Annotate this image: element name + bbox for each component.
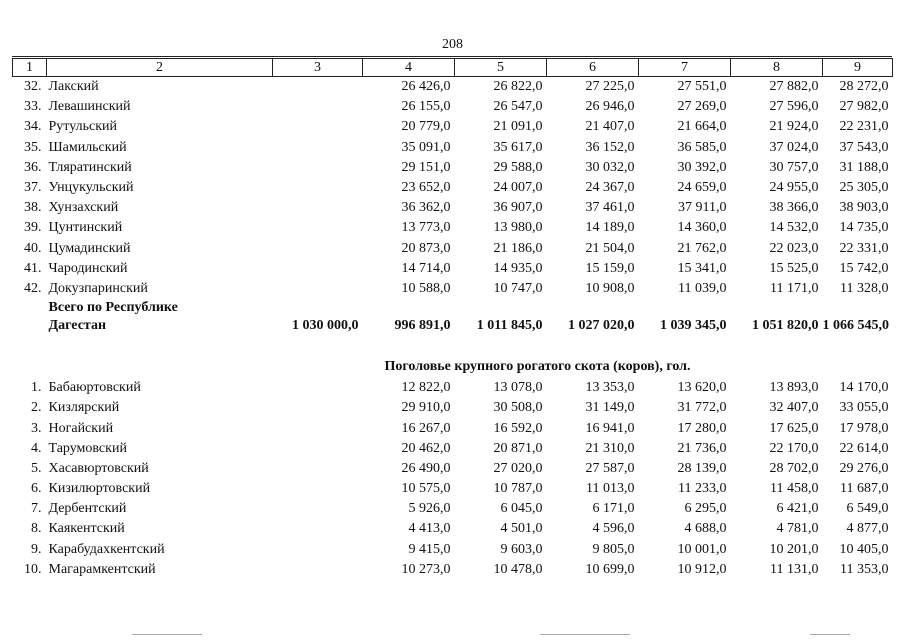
district-name: Лакский bbox=[48, 79, 99, 95]
district-name: Магарамкентский bbox=[48, 561, 156, 577]
value-cell: 32 407,0 bbox=[769, 400, 819, 416]
column-header: 3 bbox=[273, 59, 363, 77]
table-row bbox=[13, 239, 893, 259]
scan-edge-mark bbox=[132, 634, 202, 635]
value-cell bbox=[273, 77, 363, 98]
value-cell: 14 360,0 bbox=[677, 220, 727, 236]
spacer-cell bbox=[13, 299, 47, 316]
total-value: 996 891,0 bbox=[394, 318, 451, 334]
value-cell: 6 171,0 bbox=[592, 501, 635, 517]
value-cell: 11 013,0 bbox=[586, 481, 635, 497]
district-name: Унцукульский bbox=[48, 180, 134, 196]
value-cell: 23 652,0 bbox=[401, 180, 451, 196]
district-name: Кизлярский bbox=[48, 400, 120, 416]
value-cell: 38 366,0 bbox=[769, 200, 819, 216]
value-cell bbox=[273, 117, 363, 137]
value-cell: 9 603,0 bbox=[500, 541, 543, 557]
row-number: 42. bbox=[24, 280, 42, 296]
value-cell: 22 331,0 bbox=[839, 240, 889, 256]
value-cell: 30 392,0 bbox=[677, 159, 727, 175]
row-number: 10. bbox=[24, 561, 42, 577]
table-row bbox=[13, 378, 893, 398]
value-cell: 25 305,0 bbox=[839, 180, 889, 196]
value-cell: 30 757,0 bbox=[769, 159, 819, 175]
value-cell: 24 955,0 bbox=[769, 180, 819, 196]
value-cell: 26 490,0 bbox=[401, 460, 451, 476]
column-header: 9 bbox=[823, 59, 893, 77]
value-cell: 10 699,0 bbox=[585, 561, 635, 577]
column-header: 2 bbox=[47, 59, 273, 77]
total-value: 1 066 545,0 bbox=[822, 318, 889, 334]
value-cell: 22 023,0 bbox=[769, 240, 819, 256]
scan-edge-mark bbox=[540, 634, 630, 635]
value-cell: 9 415,0 bbox=[408, 541, 451, 557]
row-number: 39. bbox=[24, 220, 42, 236]
row-number: 1. bbox=[31, 380, 42, 396]
district-name: Чародинский bbox=[48, 260, 128, 276]
value-cell bbox=[273, 158, 363, 178]
column-header: 5 bbox=[455, 59, 547, 77]
value-cell bbox=[273, 560, 363, 580]
value-cell: 15 525,0 bbox=[769, 260, 819, 276]
table-row bbox=[13, 499, 893, 519]
total-value: 1 030 000,0 bbox=[292, 318, 359, 334]
value-cell: 22 170,0 bbox=[769, 440, 819, 456]
value-cell: 11 458,0 bbox=[770, 481, 819, 497]
row-number: 8. bbox=[31, 521, 42, 537]
value-cell: 10 787,0 bbox=[493, 481, 543, 497]
district-name: Карабудахкентский bbox=[48, 541, 165, 557]
value-cell: 27 982,0 bbox=[839, 99, 889, 115]
row-number: 3. bbox=[31, 420, 42, 436]
value-cell: 15 159,0 bbox=[585, 260, 635, 276]
value-cell: 27 020,0 bbox=[493, 460, 543, 476]
value-cell: 27 596,0 bbox=[769, 99, 819, 115]
value-cell: 24 659,0 bbox=[677, 180, 727, 196]
value-cell bbox=[273, 398, 363, 418]
value-cell: 30 508,0 bbox=[493, 400, 543, 416]
value-cell: 35 617,0 bbox=[493, 139, 543, 155]
table-row bbox=[13, 540, 893, 560]
table-row bbox=[13, 178, 893, 198]
table-row bbox=[13, 519, 893, 539]
district-name: Хасавюртовский bbox=[48, 460, 149, 476]
value-cell: 20 873,0 bbox=[401, 240, 451, 256]
value-cell: 10 912,0 bbox=[677, 561, 727, 577]
value-cell bbox=[273, 479, 363, 499]
table-row bbox=[13, 560, 893, 580]
table-row bbox=[13, 279, 893, 299]
row-number: 9. bbox=[31, 541, 42, 557]
spacer-cell bbox=[731, 299, 823, 316]
value-cell: 13 353,0 bbox=[585, 380, 635, 396]
value-cell: 26 155,0 bbox=[401, 99, 451, 115]
district-name: Левашинский bbox=[48, 99, 131, 115]
value-cell: 14 714,0 bbox=[401, 260, 451, 276]
value-cell: 13 980,0 bbox=[493, 220, 543, 236]
district-name: Бабаюртовский bbox=[48, 380, 141, 396]
value-cell: 10 908,0 bbox=[585, 280, 635, 296]
spacer-cell bbox=[639, 299, 731, 316]
value-cell bbox=[273, 378, 363, 398]
value-cell bbox=[273, 540, 363, 560]
table-row bbox=[13, 218, 893, 238]
value-cell: 14 935,0 bbox=[493, 260, 543, 276]
value-cell: 4 596,0 bbox=[592, 521, 635, 537]
spacer-cell bbox=[273, 299, 363, 316]
total-value: 1 039 345,0 bbox=[660, 318, 727, 334]
value-cell: 14 170,0 bbox=[839, 380, 889, 396]
total-label-line1: Всего по Республике bbox=[48, 300, 178, 316]
value-cell: 14 735,0 bbox=[839, 220, 889, 236]
value-cell: 21 664,0 bbox=[677, 119, 727, 135]
table-row bbox=[13, 198, 893, 218]
value-cell: 24 007,0 bbox=[493, 180, 543, 196]
district-name: Кизилюртовский bbox=[48, 481, 151, 497]
value-cell: 13 773,0 bbox=[401, 220, 451, 236]
value-cell: 29 588,0 bbox=[493, 159, 543, 175]
district-name: Тарумовский bbox=[48, 440, 127, 456]
value-cell: 13 078,0 bbox=[493, 380, 543, 396]
value-cell: 10 001,0 bbox=[677, 541, 727, 557]
value-cell: 21 504,0 bbox=[585, 240, 635, 256]
value-cell: 29 276,0 bbox=[839, 460, 889, 476]
column-header: 7 bbox=[639, 59, 731, 77]
value-cell: 20 462,0 bbox=[401, 440, 451, 456]
value-cell: 11 328,0 bbox=[840, 280, 889, 296]
district-name: Цумадинский bbox=[48, 240, 131, 256]
value-cell: 27 587,0 bbox=[585, 460, 635, 476]
value-cell: 14 532,0 bbox=[769, 220, 819, 236]
table-row bbox=[13, 97, 893, 117]
value-cell: 26 426,0 bbox=[401, 79, 451, 95]
value-cell: 11 131,0 bbox=[770, 561, 819, 577]
value-cell: 16 267,0 bbox=[401, 420, 451, 436]
total-value: 1 011 845,0 bbox=[476, 318, 543, 334]
district-name: Каякентский bbox=[48, 521, 125, 537]
value-cell: 16 592,0 bbox=[493, 420, 543, 436]
table-row bbox=[13, 259, 893, 279]
total-label-line2: Дагестан bbox=[48, 318, 107, 334]
district-name: Цунтинский bbox=[48, 220, 123, 236]
value-cell: 27 269,0 bbox=[677, 99, 727, 115]
row-number: 36. bbox=[24, 159, 42, 175]
top-rule bbox=[12, 56, 892, 57]
value-cell: 22 614,0 bbox=[839, 440, 889, 456]
value-cell: 38 903,0 bbox=[839, 200, 889, 216]
value-cell: 36 362,0 bbox=[401, 200, 451, 216]
value-cell bbox=[273, 418, 363, 438]
table-row bbox=[13, 158, 893, 178]
value-cell: 4 781,0 bbox=[776, 521, 819, 537]
value-cell: 21 924,0 bbox=[769, 119, 819, 135]
value-cell: 9 805,0 bbox=[592, 541, 635, 557]
value-cell: 13 893,0 bbox=[769, 380, 819, 396]
value-cell bbox=[273, 97, 363, 117]
value-cell: 27 225,0 bbox=[585, 79, 635, 95]
total-value: 1 051 820,0 bbox=[752, 318, 819, 334]
value-cell: 6 045,0 bbox=[500, 501, 543, 517]
value-cell: 27 882,0 bbox=[769, 79, 819, 95]
row-number: 2. bbox=[31, 400, 42, 416]
value-cell: 15 742,0 bbox=[839, 260, 889, 276]
value-cell: 10 273,0 bbox=[401, 561, 451, 577]
row-number: 41. bbox=[24, 260, 42, 276]
value-cell: 28 139,0 bbox=[677, 460, 727, 476]
spacer-cell bbox=[547, 299, 639, 316]
total-row bbox=[13, 316, 893, 336]
district-name: Тляратинский bbox=[48, 159, 132, 175]
table-row bbox=[13, 77, 893, 98]
value-cell: 37 543,0 bbox=[839, 139, 889, 155]
value-cell: 27 551,0 bbox=[677, 79, 727, 95]
value-cell: 11 233,0 bbox=[678, 481, 727, 497]
value-cell: 20 779,0 bbox=[401, 119, 451, 135]
value-cell bbox=[273, 439, 363, 459]
value-cell: 36 585,0 bbox=[677, 139, 727, 155]
row-number: 34. bbox=[24, 119, 42, 135]
value-cell: 11 687,0 bbox=[840, 481, 889, 497]
value-cell bbox=[273, 138, 363, 158]
table-row bbox=[13, 439, 893, 459]
row-number: 37. bbox=[24, 180, 42, 196]
district-name: Рутульский bbox=[48, 119, 117, 135]
value-cell: 21 310,0 bbox=[585, 440, 635, 456]
spacer-cell bbox=[823, 299, 893, 316]
value-cell: 21 762,0 bbox=[677, 240, 727, 256]
value-cell: 21 736,0 bbox=[677, 440, 727, 456]
value-cell: 4 413,0 bbox=[408, 521, 451, 537]
value-cell: 21 407,0 bbox=[585, 119, 635, 135]
row-number: 7. bbox=[31, 501, 42, 517]
row-number: 40. bbox=[24, 240, 42, 256]
column-header: 6 bbox=[547, 59, 639, 77]
row-number: 5. bbox=[31, 460, 42, 476]
value-cell: 28 272,0 bbox=[839, 79, 889, 95]
value-cell: 28 702,0 bbox=[769, 460, 819, 476]
value-cell: 17 280,0 bbox=[677, 420, 727, 436]
value-cell: 37 461,0 bbox=[585, 200, 635, 216]
table-row bbox=[13, 459, 893, 479]
spacer-row bbox=[13, 336, 893, 356]
value-cell: 11 171,0 bbox=[770, 280, 819, 296]
value-cell: 33 055,0 bbox=[839, 400, 889, 416]
value-cell: 31 149,0 bbox=[585, 400, 635, 416]
section-title-row bbox=[13, 356, 893, 378]
district-name: Ногайский bbox=[48, 420, 114, 436]
total-value: 1 027 020,0 bbox=[568, 318, 635, 334]
value-cell bbox=[273, 279, 363, 299]
column-header: 1 bbox=[13, 59, 47, 77]
value-cell: 26 946,0 bbox=[585, 99, 635, 115]
value-cell: 29 910,0 bbox=[401, 400, 451, 416]
value-cell: 14 189,0 bbox=[585, 220, 635, 236]
value-cell: 31 772,0 bbox=[677, 400, 727, 416]
section-title: Поголовье крупного рогатого скота (коров), гол. bbox=[384, 359, 691, 375]
value-cell: 10 588,0 bbox=[401, 280, 451, 296]
value-cell bbox=[273, 459, 363, 479]
value-cell: 30 032,0 bbox=[585, 159, 635, 175]
table-row bbox=[13, 138, 893, 158]
value-cell: 35 091,0 bbox=[401, 139, 451, 155]
value-cell: 4 688,0 bbox=[684, 521, 727, 537]
value-cell: 37 024,0 bbox=[769, 139, 819, 155]
value-cell: 15 341,0 bbox=[677, 260, 727, 276]
value-cell: 17 978,0 bbox=[839, 420, 889, 436]
row-number: 32. bbox=[24, 79, 42, 95]
total-label-row bbox=[13, 299, 893, 316]
value-cell: 6 549,0 bbox=[846, 501, 889, 517]
table-row bbox=[13, 117, 893, 137]
value-cell: 36 907,0 bbox=[493, 200, 543, 216]
value-cell: 29 151,0 bbox=[401, 159, 451, 175]
value-cell bbox=[273, 218, 363, 238]
value-cell: 21 186,0 bbox=[493, 240, 543, 256]
spacer-cell bbox=[13, 336, 893, 356]
value-cell bbox=[273, 198, 363, 218]
row-number: 38. bbox=[24, 200, 42, 216]
value-cell: 21 091,0 bbox=[493, 119, 543, 135]
value-cell: 13 620,0 bbox=[677, 380, 727, 396]
value-cell: 37 911,0 bbox=[678, 200, 727, 216]
table-row bbox=[13, 398, 893, 418]
value-cell: 26 547,0 bbox=[493, 99, 543, 115]
value-cell: 11 039,0 bbox=[678, 280, 727, 296]
value-cell: 5 926,0 bbox=[408, 501, 451, 517]
row-number: 6. bbox=[31, 481, 42, 497]
district-name: Шамильский bbox=[48, 139, 127, 155]
value-cell: 11 353,0 bbox=[840, 561, 889, 577]
value-cell: 16 941,0 bbox=[585, 420, 635, 436]
district-name: Хунзахский bbox=[48, 200, 119, 216]
value-cell: 24 367,0 bbox=[585, 180, 635, 196]
value-cell: 36 152,0 bbox=[585, 139, 635, 155]
row-number: 4. bbox=[31, 440, 42, 456]
spacer-cell bbox=[455, 299, 547, 316]
value-cell: 12 822,0 bbox=[401, 380, 451, 396]
column-header-row bbox=[13, 59, 893, 77]
value-cell: 10 575,0 bbox=[401, 481, 451, 497]
value-cell: 4 501,0 bbox=[500, 521, 543, 537]
district-name: Дербентский bbox=[48, 501, 127, 517]
page-number: 208 bbox=[442, 37, 463, 52]
spacer-cell bbox=[13, 316, 47, 336]
column-header: 8 bbox=[731, 59, 823, 77]
scan-edge-mark bbox=[810, 634, 850, 635]
value-cell: 22 231,0 bbox=[839, 119, 889, 135]
value-cell bbox=[273, 519, 363, 539]
district-name: Докузпаринский bbox=[48, 280, 148, 296]
value-cell: 17 625,0 bbox=[769, 420, 819, 436]
value-cell: 10 201,0 bbox=[769, 541, 819, 557]
statistics-table bbox=[12, 58, 893, 580]
row-number: 33. bbox=[24, 99, 42, 115]
value-cell bbox=[273, 239, 363, 259]
value-cell bbox=[273, 499, 363, 519]
value-cell: 31 188,0 bbox=[839, 159, 889, 175]
table-row bbox=[13, 418, 893, 438]
value-cell: 10 405,0 bbox=[839, 541, 889, 557]
value-cell bbox=[273, 259, 363, 279]
spacer-cell bbox=[363, 299, 455, 316]
value-cell: 10 478,0 bbox=[493, 561, 543, 577]
value-cell: 26 822,0 bbox=[493, 79, 543, 95]
value-cell: 6 421,0 bbox=[776, 501, 819, 517]
column-header: 4 bbox=[363, 59, 455, 77]
value-cell: 6 295,0 bbox=[684, 501, 727, 517]
value-cell: 20 871,0 bbox=[493, 440, 543, 456]
row-number: 35. bbox=[24, 139, 42, 155]
value-cell: 10 747,0 bbox=[493, 280, 543, 296]
value-cell bbox=[273, 178, 363, 198]
table-row bbox=[13, 479, 893, 499]
value-cell: 4 877,0 bbox=[846, 521, 889, 537]
